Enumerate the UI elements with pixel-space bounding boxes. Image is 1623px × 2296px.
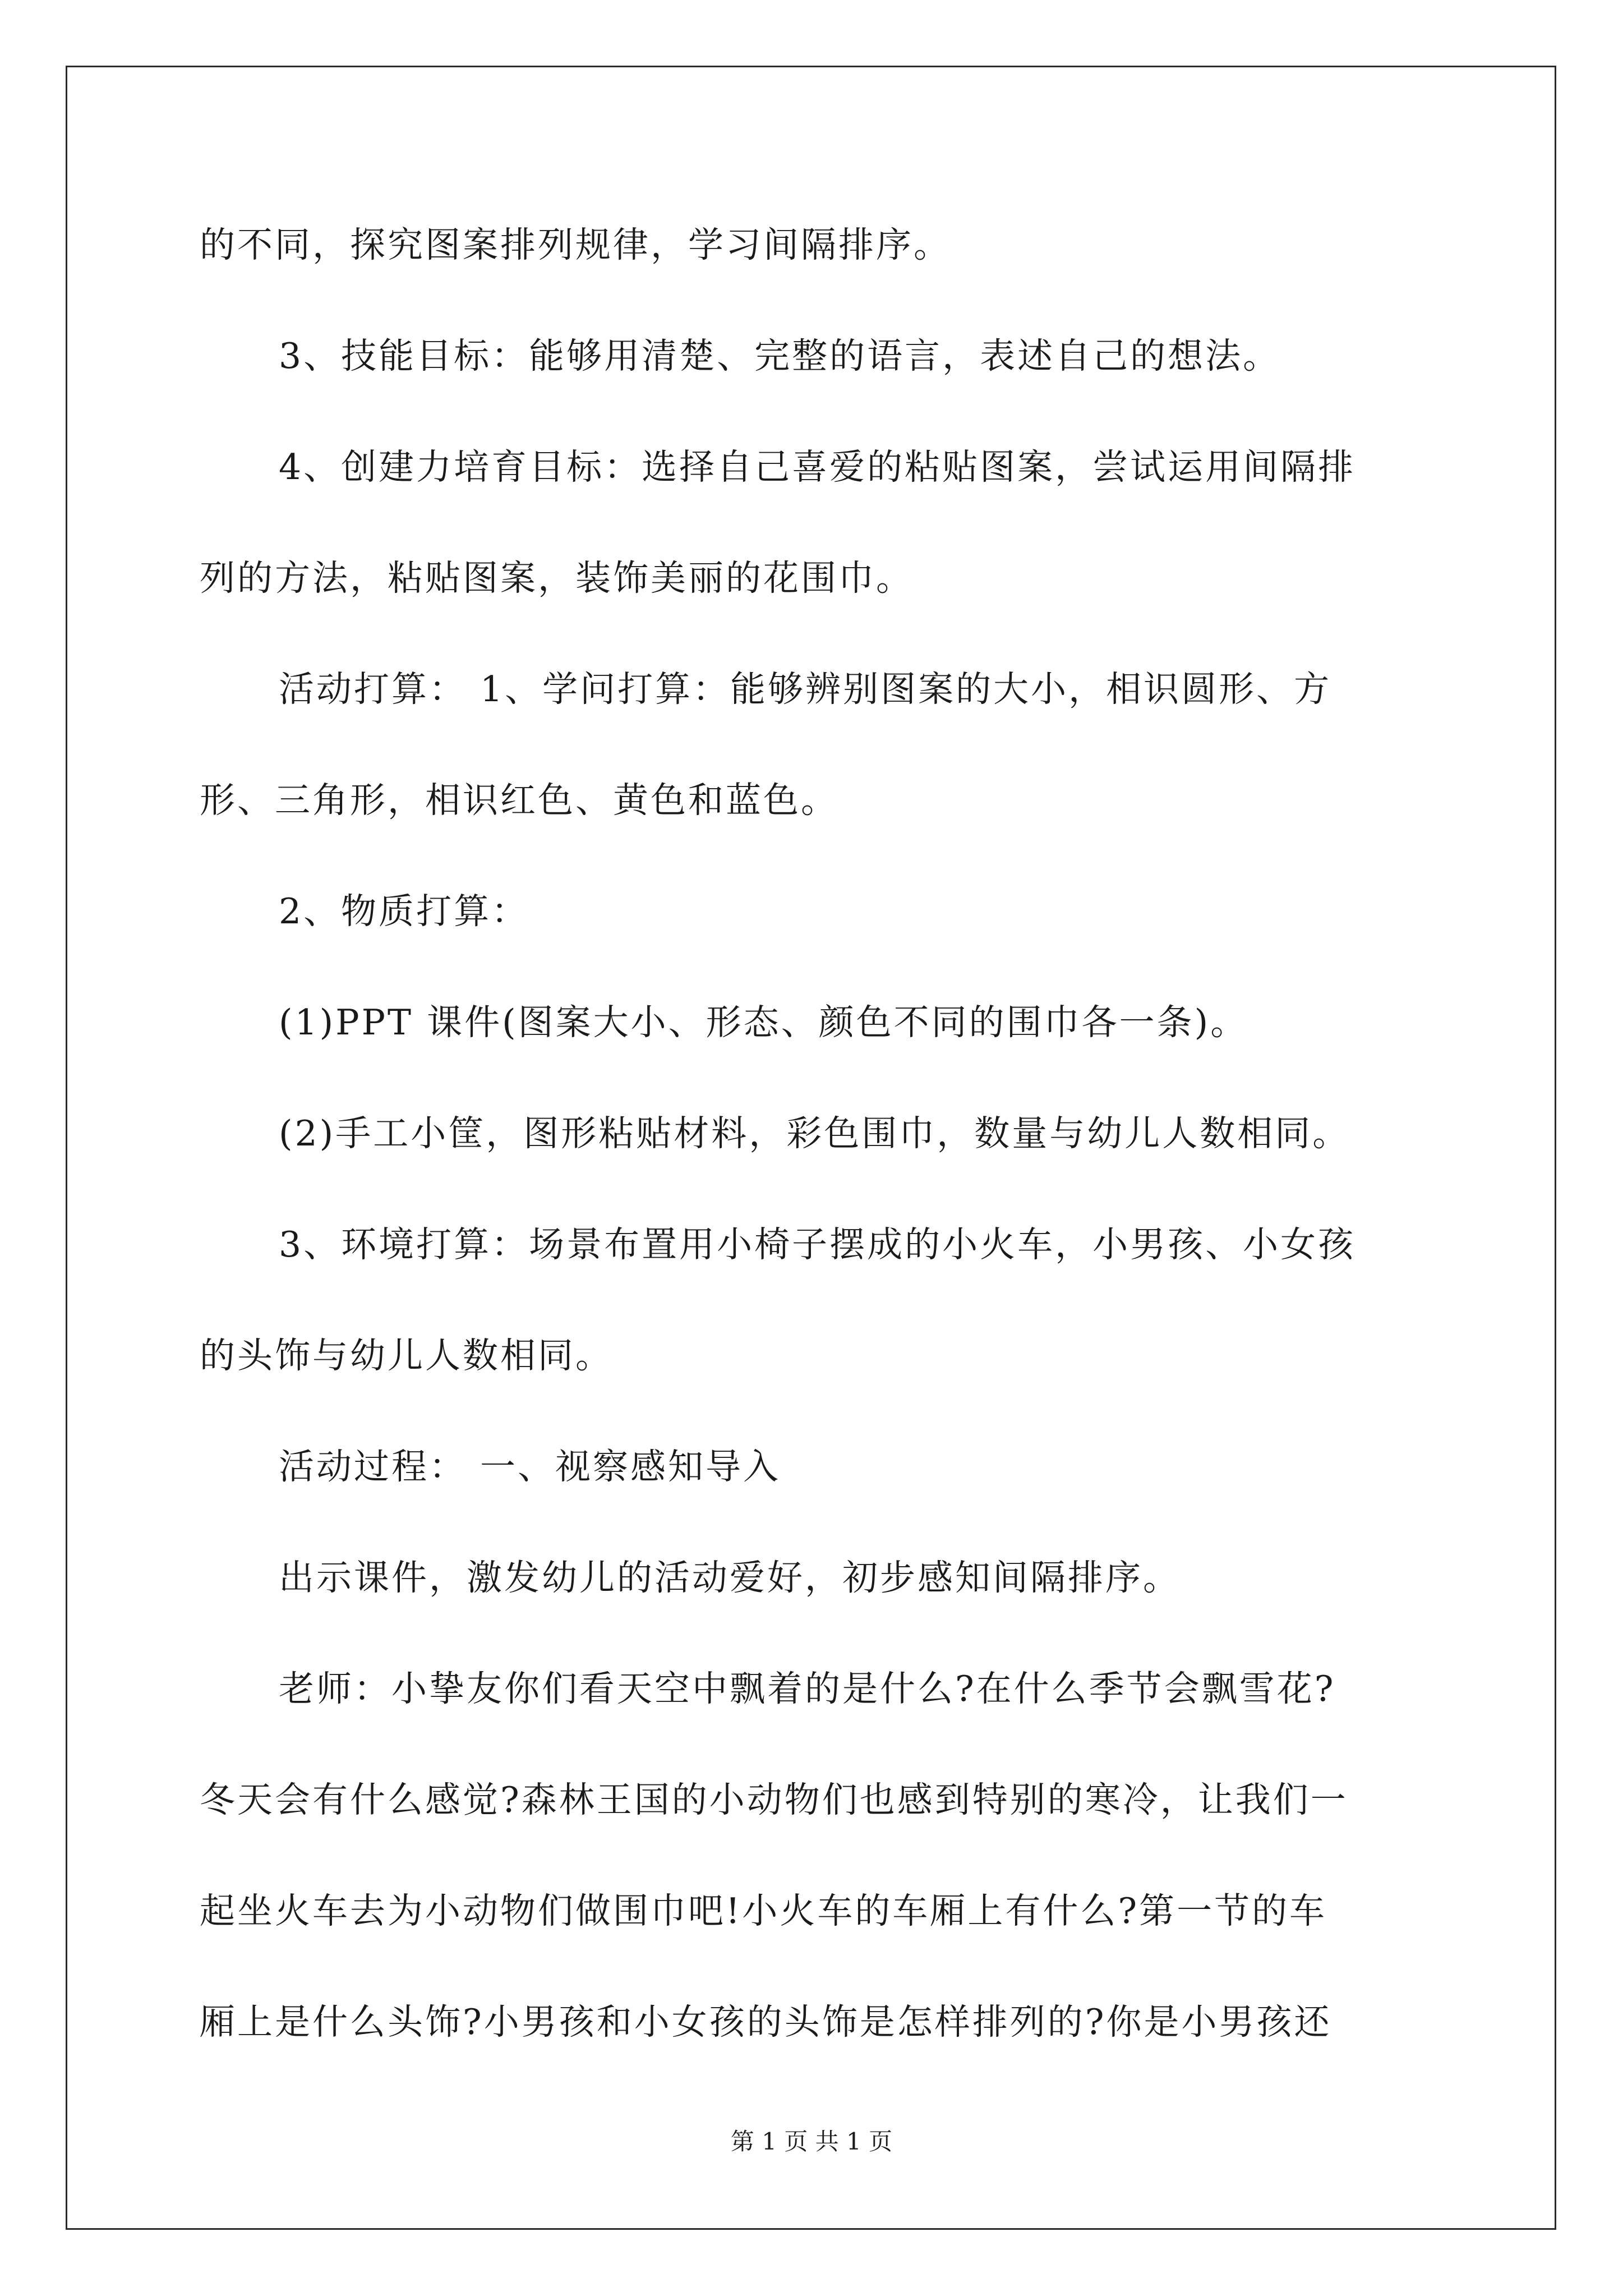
text-line-2: 3、技能目标：能够用清楚、完整的语言，表述自己的想法。 bbox=[279, 335, 1281, 376]
text-line-4: 列的方法，粘贴图案，装饰美丽的花围巾。 bbox=[200, 558, 914, 599]
text-line-6: 形、三角形，相识红色、黄色和蓝色。 bbox=[200, 780, 838, 821]
page-number-footer: 第 1 页 共 1 页 bbox=[730, 2128, 893, 2155]
text-line-11: 的头饰与幼儿人数相同。 bbox=[200, 1335, 613, 1376]
text-line-16: 起坐火车去为小动物们做围巾吧!小火车的车厢上有什么?第一节的车 bbox=[200, 1890, 1327, 1931]
text-line-10: 3、环境打算：场景布置用小椅子摆成的小火车，小男孩、小女孩 bbox=[279, 1224, 1356, 1265]
text-line-13: 出示课件，激发幼儿的活动爱好，初步感知间隔排序。 bbox=[279, 1557, 1181, 1598]
text-line-14: 老师：小挚友你们看天空中飘着的是什么?在什么季节会飘雪花? bbox=[279, 1668, 1336, 1709]
text-line-17: 厢上是什么头饰?小男孩和小女孩的头饰是怎样排列的?你是小男孩还 bbox=[200, 2001, 1332, 2042]
text-line-15: 冬天会有什么感觉?森林王国的小动物们也感到特别的寒冷，让我们一 bbox=[200, 1779, 1348, 1820]
text-line-12: 活动过程： 一、视察感知导入 bbox=[279, 1446, 781, 1487]
text-line-3: 4、创建力培育目标：选择自己喜爱的粘贴图案，尝试运用间隔排 bbox=[279, 447, 1356, 487]
text-line-1: 的不同，探究图案排列规律，学习间隔排序。 bbox=[200, 224, 951, 265]
text-line-9: (2)手工小筐，图形粘贴材料，彩色围巾，数量与幼儿人数相同。 bbox=[279, 1113, 1350, 1154]
text-line-5: 活动打算： 1、学问打算：能够辨别图案的大小，相识圆形、方 bbox=[279, 669, 1332, 710]
text-line-8: (1)PPT 课件(图案大小、形态、颜色不同的围巾各一条)。 bbox=[279, 1002, 1248, 1043]
text-line-7: 2、物质打算： bbox=[279, 891, 529, 932]
